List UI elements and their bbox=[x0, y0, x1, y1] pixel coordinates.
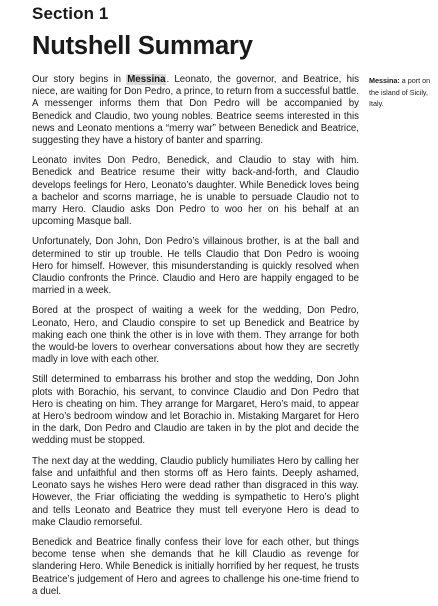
paragraph: Bored at the prospect of waiting a week for the wedding, Don Pedro, Leonato, Hero, and Claudio conspire to set up Benedick and Beatrice by making each one think the other is in love with them. They arrange for both the would-be lovers to overhear conversations about how they are secretly madly in love with each other. bbox=[32, 305, 359, 366]
paragraph: Still determined to embarrass his brother and stop the wedding, Don John plots with Borachio, his servant, to convince Claudio and Don Pedro that Hero is cheating on him. They arrange for Margaret, Hero’s maid, to appear at Hero’s bedroom window and let Borachio in. Mistaking Margaret for Hero in the dark, Don Pedro and Claudio are taken in by the plot and decide the wedding must be stopped. bbox=[32, 374, 359, 447]
paragraph: Benedick and Beatrice finally confess their love for each other, but things become tense when she demands that he kill Claudio as revenge for slandering Hero. While Benedick is initially horrified by her request, he trusts Beatrice’s judgement of Hero and agrees to challenge his one-time friend to a duel. bbox=[32, 536, 359, 597]
margin-note-definition: a port on the island of Sicily, Italy. bbox=[369, 76, 431, 109]
section-label: Section 1 bbox=[32, 4, 109, 23]
paragraph: Unfortunately, Don John, Don Pedro’s villainous brother, is at the ball and determined to stir up trouble. He tells Claudio that Don Pedro is wooing Hero for himself. However, this misunderstanding is quickly resolved when Claudio confronts the Prince. Claudio and Hero are happily engaged to be married in a week. bbox=[32, 236, 359, 297]
margin-note-term: Messina: bbox=[369, 76, 400, 85]
paragraph-intro-lead: Our story begins in bbox=[32, 74, 127, 85]
paragraph: Leonato invites Don Pedro, Benedick, and Claudio to stay with him. Benedick and Beatrice resume their witty back-and-forth, and Claudio develops feelings for Hero, Leonato’s daughter. While Benedick loves being a bachelor and scorns marriage, he is unable to persuade Claudio not to marry Hero. Claudio asks Don Pedro to woo her on his behalf at an upcoming Masque ball. bbox=[32, 155, 359, 228]
highlighted-term-messina: Messina bbox=[127, 74, 166, 85]
paragraph-intro bbox=[32, 74, 359, 147]
page-title: Nutshell Summary bbox=[32, 32, 253, 60]
summary-body bbox=[32, 74, 359, 606]
paragraph: The next day at the wedding, Claudio publicly humiliates Hero by calling her false and unfaithful and then storms off as Hero faints. Deeply ashamed, Leonato says he wishes Hero were dead rather than disgraced in this way. However, the Friar officiating the wedding is sympathetic to Hero’s plight and tells Leonato and Beatrice they must tell everyone Hero is dead to make Claudio remorseful. bbox=[32, 455, 359, 528]
margin-note bbox=[369, 75, 433, 110]
paragraph-intro-rest: . Leonato, the governor, and Beatrice, his niece, are waiting for Don Pedro, a prince, to return from a successful battle. A messenger informs them that Don Pedro will be accompanied by Benedick and Claudio, two young nobles. Beatrice seems interested in this news and Leonato mentions a “merry war” between Benedick and Beatrice, suggesting they have a history of banter and sparring. bbox=[32, 74, 359, 147]
